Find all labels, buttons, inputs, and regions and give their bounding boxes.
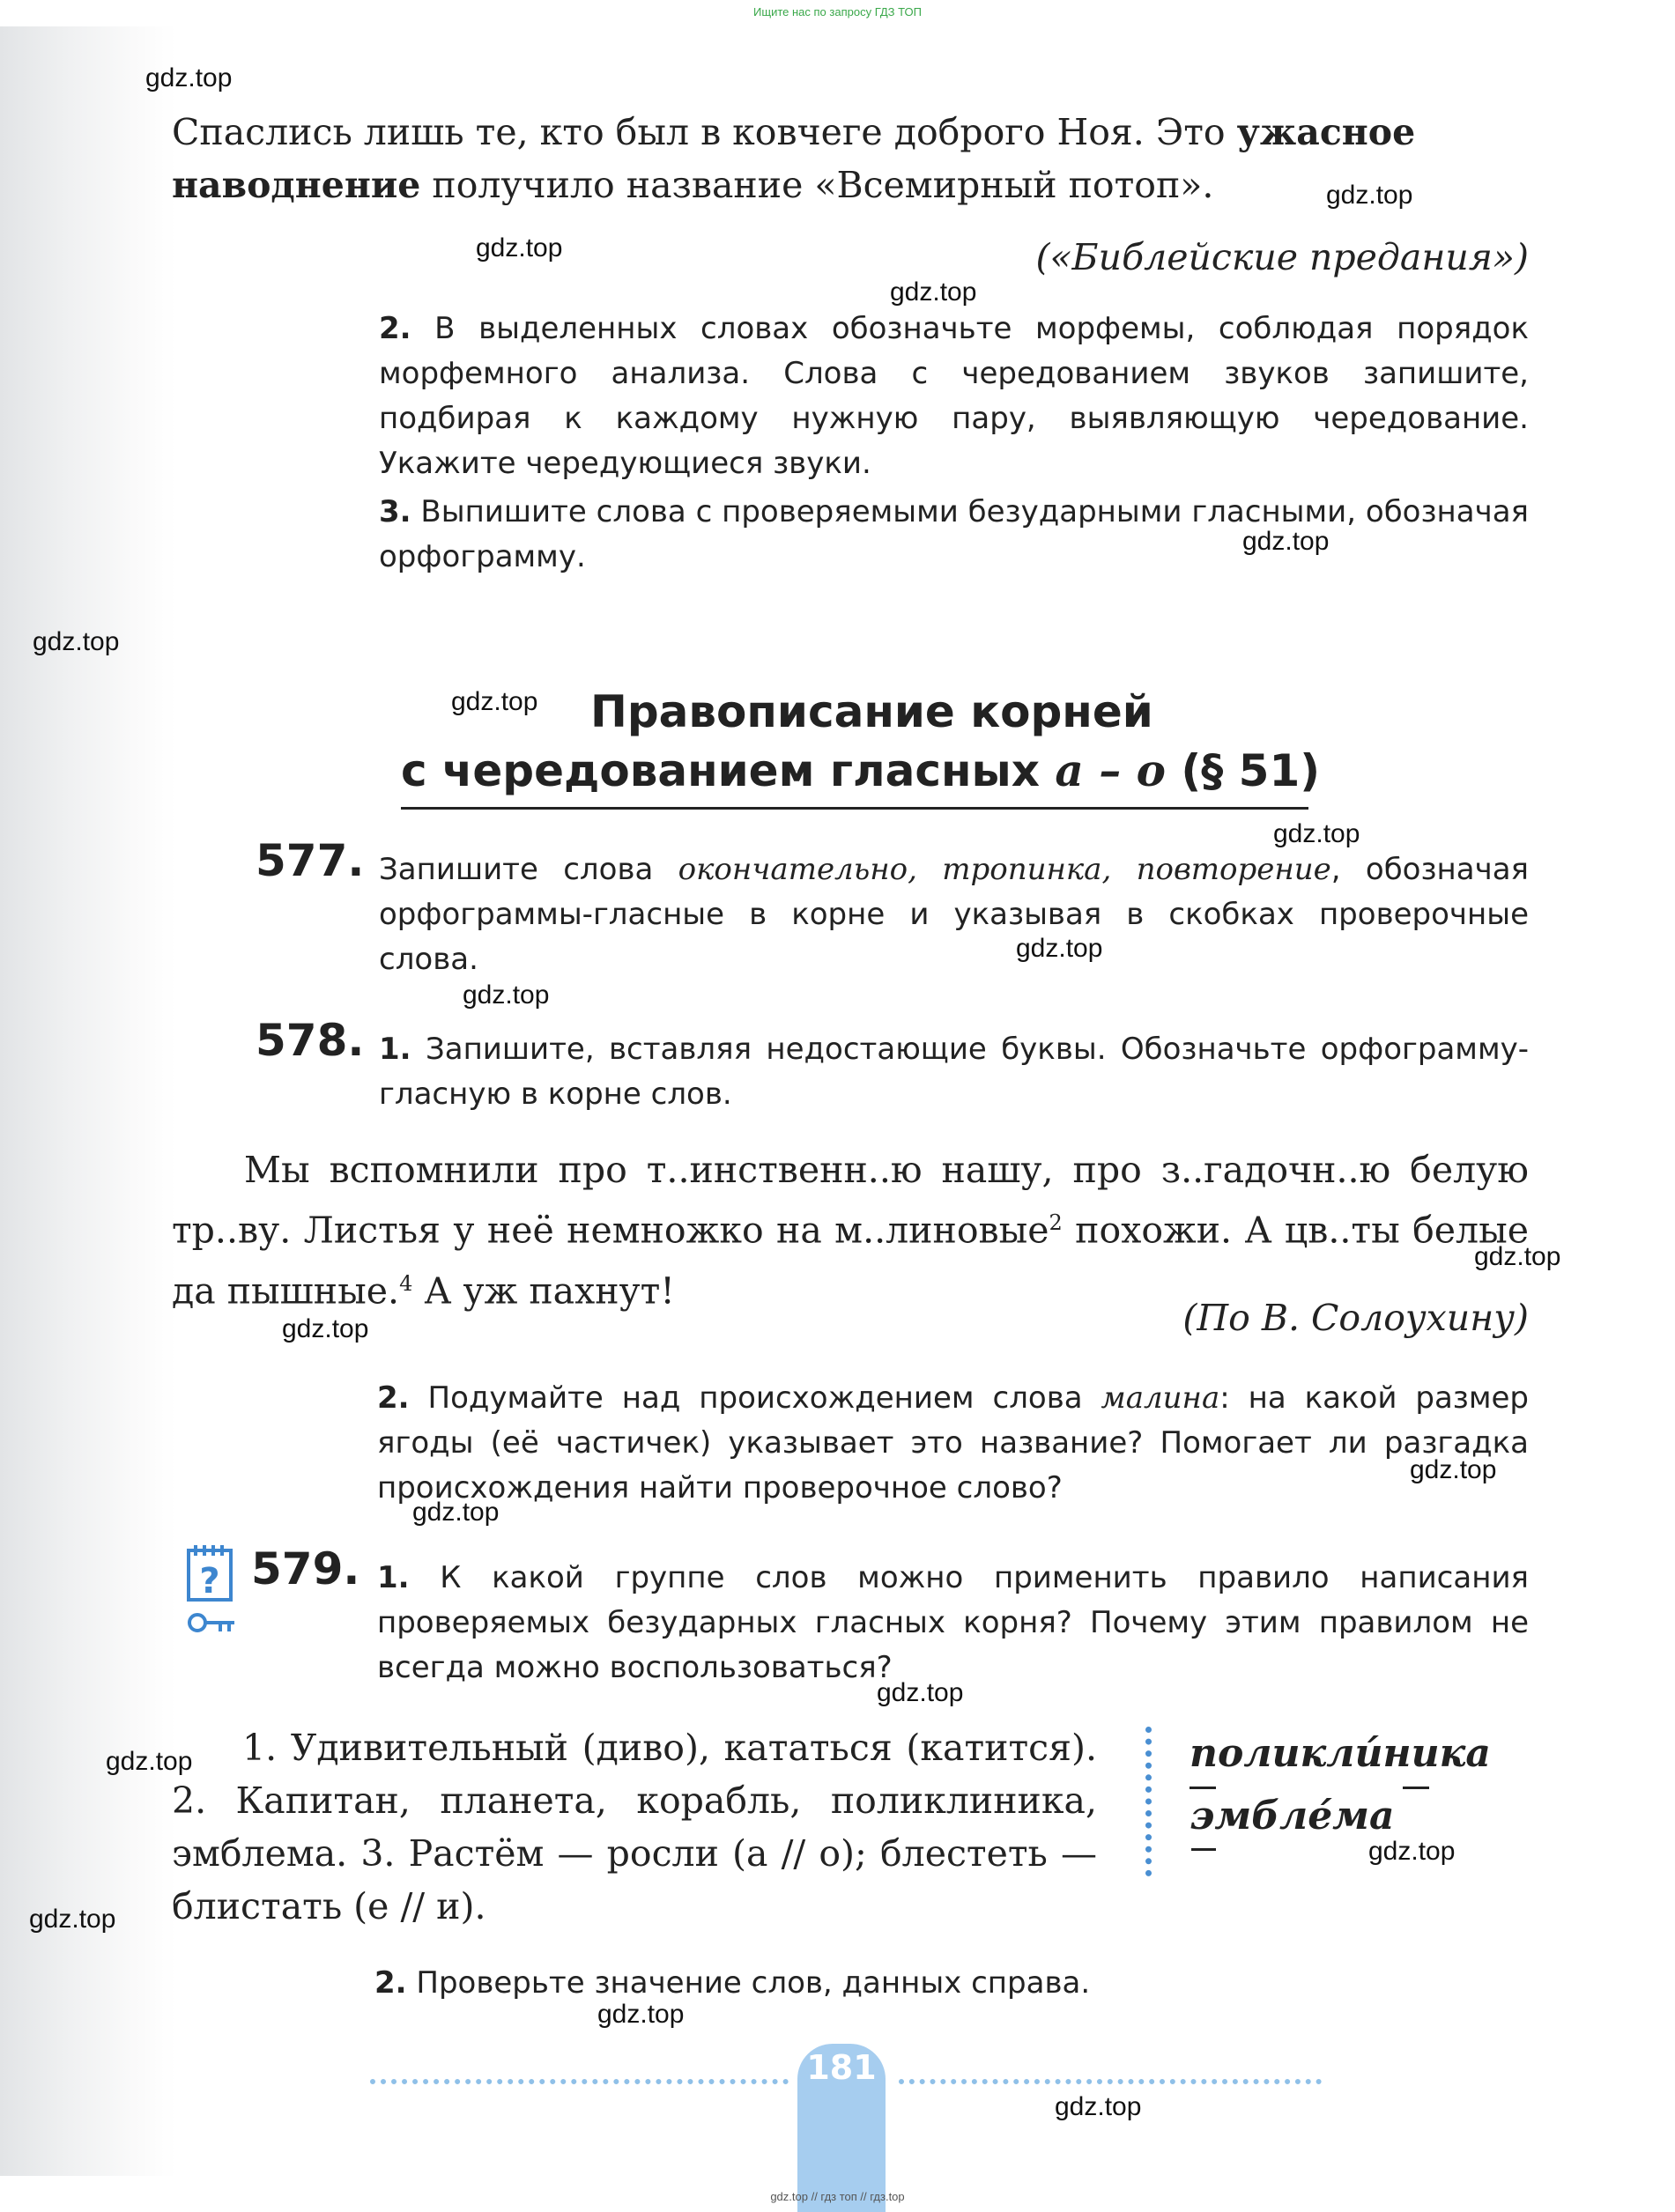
side-word-1-mark-b [1403, 1787, 1429, 1789]
ex578-task1-text: Запишите, вставляя недостающие буквы. Обозначьте орфограмму-гласную в корне слов. [379, 1032, 1529, 1112]
exercise-577-number: 577. [256, 835, 365, 886]
task-2 [379, 307, 1529, 486]
side-note-divider [1145, 1727, 1152, 1876]
intro-source: («Библейские предания») [1035, 236, 1529, 278]
intro-text-2: получило название «Всемирный потоп». [420, 164, 1214, 206]
exercise-577-text [379, 847, 1529, 982]
watermark-18: gdz.top [29, 1905, 116, 1934]
watermark-12: gdz.top [282, 1314, 369, 1343]
ex578-task1-number: 1. [379, 1032, 411, 1067]
watermark-3: gdz.top [476, 233, 563, 263]
section-underline [401, 807, 1308, 810]
section-heading-text: с чередованием гласных [401, 745, 1056, 796]
watermark-19: gdz.top [597, 2000, 685, 2029]
exercise-578-number: 578. [256, 1015, 365, 1066]
section-heading-paragraph: (§ 51) [1165, 745, 1321, 796]
exercise-579-list: 1. Удивительный (диво), кататься (катится). 2. Капитан, планета, корабль, поликлиника, эмблема. 3. Растём — росли (а // о); блестеть — блистать (е // и). [172, 1727, 1097, 1927]
watermark-7: gdz.top [451, 687, 538, 716]
page-number: 181 [806, 2048, 877, 2087]
watermark-15: gdz.top [877, 1678, 964, 1707]
intro-text-1: Спаслись лишь те, кто был в ковчеге доброго Ноя. Это [172, 111, 1237, 153]
watermark-17: gdz.top [1368, 1837, 1456, 1866]
watermark-4: gdz.top [890, 277, 977, 307]
watermark-13: gdz.top [1410, 1455, 1497, 1484]
exercise-579-task1 [377, 1556, 1529, 1690]
intro-bold-1: ужасное [1236, 111, 1416, 153]
task-3 [379, 490, 1529, 580]
svg-text:?: ? [199, 1561, 220, 1602]
task-3-number: 3. [379, 494, 411, 529]
ex578-footnote-1: 2 [1049, 1210, 1063, 1235]
watermark-8: gdz.top [1273, 819, 1360, 848]
task-2-text: В выделенных словах обозначьте морфемы, соблюдая порядок морфемного анализа. Слова с чередованием звуков запишите, подбирая к каждому нужную пару, выявляющую чередование. Укажите чередующиеся звуки. [379, 311, 1530, 481]
watermark-11: gdz.top [1474, 1242, 1561, 1271]
watermark-2: gdz.top [1326, 181, 1413, 210]
watermark-6: gdz.top [33, 627, 120, 656]
intro-bold-2: наводнение [172, 164, 421, 206]
section-heading-vowels: а – о [1055, 744, 1166, 796]
task-3-text: Выпишите слова с проверяемыми безударными гласными, обозначая орфограмму. [379, 494, 1529, 574]
task-2-number: 2. [379, 311, 411, 346]
footer-dots-left [370, 2079, 789, 2084]
section-heading-line2 [401, 742, 1370, 800]
ex578-task2-text-c: : на какой размер ягоды (её частичек) указывает это название? Помогает ли разгадка происхождения найти проверочное слово? [377, 1380, 1530, 1505]
ex578-text-b: похожи. А цв..ты белые да пышные. [172, 1209, 1530, 1313]
page-spine-shadow [0, 26, 176, 2176]
ex578-text-c: А уж пахнут! [412, 1269, 675, 1313]
ex579-task2-number: 2. [374, 1965, 407, 2001]
exercise-578-task2 [377, 1376, 1529, 1511]
ex578-task2-number: 2. [377, 1380, 410, 1416]
watermark-20: gdz.top [1055, 2092, 1142, 2121]
ex578-footnote-2: 4 [399, 1270, 413, 1296]
ex579-task1-number: 1. [377, 1560, 410, 1595]
watermark-16: gdz.top [106, 1747, 193, 1776]
exercise-578-task1 [379, 1027, 1529, 1117]
section-heading-line1: Правописание корней [590, 686, 1153, 737]
side-word-2-mark [1191, 1848, 1216, 1851]
intro-paragraph [172, 106, 1529, 211]
ex578-task2-word: малина [1101, 1380, 1220, 1416]
footer-dots-right [899, 2079, 1322, 2084]
side-word-2: эмбле́ма [1190, 1794, 1395, 1838]
ex577-text-a: Запишите слова [379, 852, 678, 887]
watermark-14: gdz.top [412, 1498, 500, 1527]
side-word-1: поликли́ника [1190, 1731, 1491, 1776]
question-notebook-icon [185, 1542, 238, 1639]
side-word-1-mark-a [1190, 1787, 1216, 1789]
watermark-9: gdz.top [1016, 934, 1103, 963]
ex578-task2-text-a: Подумайте над происхождением слова [427, 1380, 1101, 1416]
ex579-task1-text: К какой группе слов можно применить правило написания проверяемых безударных гласных корня? Почему этим правилом не всегда можно воспользоваться? [377, 1560, 1529, 1685]
watermark-5: gdz.top [1242, 527, 1330, 556]
exercise-579-number: 579. [251, 1543, 360, 1594]
ex579-task2-text: Проверьте значение слов, данных справа. [416, 1965, 1091, 2001]
exercise-578-source: (По В. Солоухину) [1182, 1297, 1529, 1339]
top-note: Ищите нас по запросу ГДЗ ТОП [753, 5, 922, 18]
ex577-text-c: , обозначая орфограммы-гласные в корне и указывая в скобках проверочные слова. [379, 852, 1529, 977]
watermark-10: gdz.top [463, 980, 550, 1010]
bottom-note: gdz.top // гдз топ // гдз.top [770, 2190, 905, 2203]
watermark-1: gdz.top [145, 63, 233, 92]
exercise-579-task2 [374, 1961, 1529, 2006]
ex577-words: окончательно, тропинка, повторение [678, 852, 1331, 887]
ex578-text-a: Мы вспомнили про т..инственн..ю нашу, про з..гадочн..ю белую тр..ву. Листья у неё немножко на м..линовые [172, 1149, 1529, 1252]
